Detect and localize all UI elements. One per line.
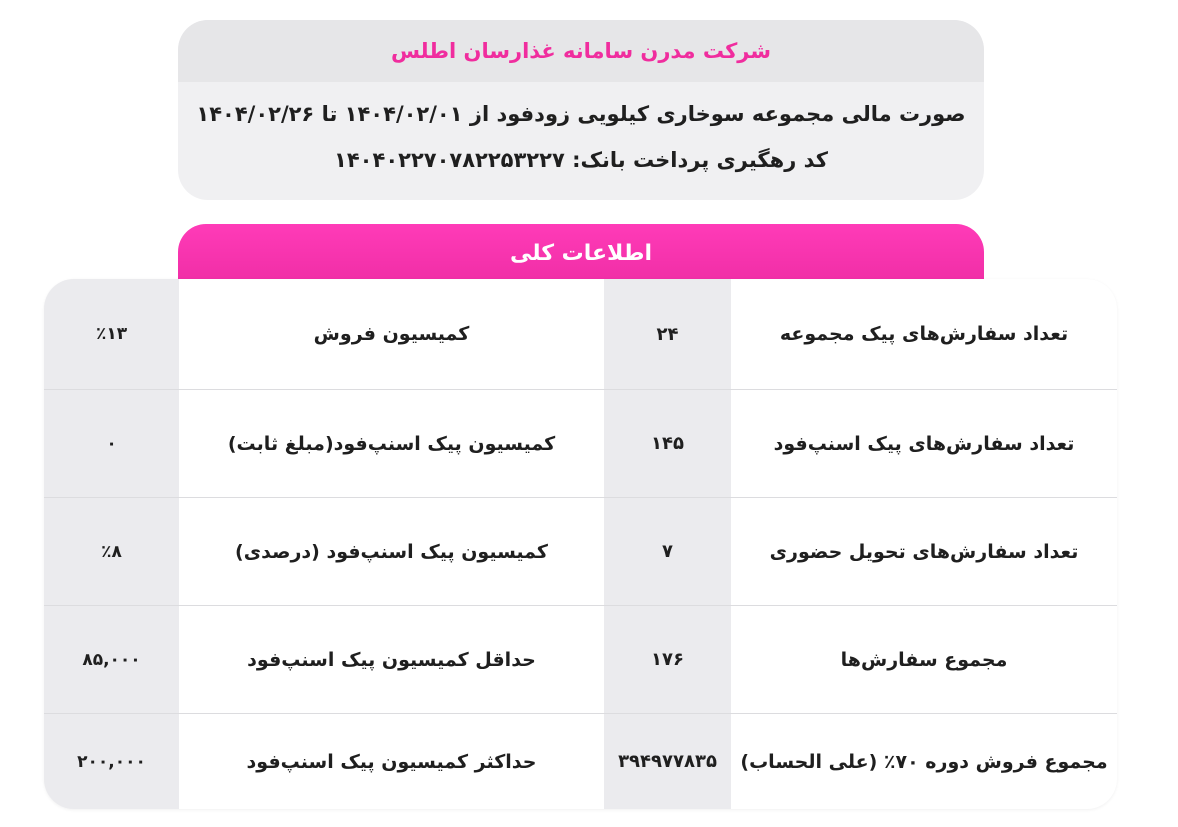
summary-table <box>44 279 1117 809</box>
table-row <box>44 279 1117 390</box>
row-label: تعداد سفارش‌های پیک مجموعه <box>731 279 1117 389</box>
row-label: تعداد سفارش‌های تحویل حضوری <box>731 498 1117 605</box>
row-value: ٪۸ <box>44 498 179 605</box>
statement-header-card <box>178 20 984 200</box>
row-label: حداقل کمیسیون پیک اسنپ‌فود <box>179 606 604 713</box>
table-row <box>44 498 1117 606</box>
table-row <box>44 714 1117 809</box>
table-row <box>44 390 1117 498</box>
row-value: ۲۴ <box>604 279 731 389</box>
row-label: کمیسیون فروش <box>179 279 604 389</box>
row-label: کمیسیون پیک اسنپ‌فود (درصدی) <box>179 498 604 605</box>
row-label: تعداد سفارش‌های پیک اسنپ‌فود <box>731 390 1117 497</box>
row-value: ۷ <box>604 498 731 605</box>
section-title: اطلاعات کلی <box>178 224 984 282</box>
row-value: ۸۵,۰۰۰ <box>44 606 179 713</box>
row-label: مجموع فروش دوره ۷۰٪ (علی الحساب) <box>731 714 1117 809</box>
table-row <box>44 606 1117 714</box>
row-value: ۱۴۵ <box>604 390 731 497</box>
row-value: ۲۰۰,۰۰۰ <box>44 714 179 809</box>
row-value: ۳۹۴۹۷۷۸۳۵ <box>604 714 731 809</box>
row-label: کمیسیون پیک اسنپ‌فود(مبلغ ثابت) <box>179 390 604 497</box>
statement-period: صورت مالی مجموعه سوخاری کیلویی زودفود از ۱۴۰۴/۰۲/۰۱ تا ۱۴۰۴/۰۲/۲۶ <box>196 102 966 126</box>
row-value: ۰ <box>44 390 179 497</box>
row-value: ۱۷۶ <box>604 606 731 713</box>
row-label: حداکثر کمیسیون پیک اسنپ‌فود <box>179 714 604 809</box>
bank-tracking-code: کد رهگیری پرداخت بانک: ۱۴۰۴۰۲۲۷۰۷۸۲۲۵۳۲۲۷ <box>334 148 828 172</box>
company-name: شرکت مدرن سامانه غذارسان اطلس <box>178 20 984 82</box>
row-value: ٪۱۳ <box>44 279 179 389</box>
row-label: مجموع سفارش‌ها <box>731 606 1117 713</box>
